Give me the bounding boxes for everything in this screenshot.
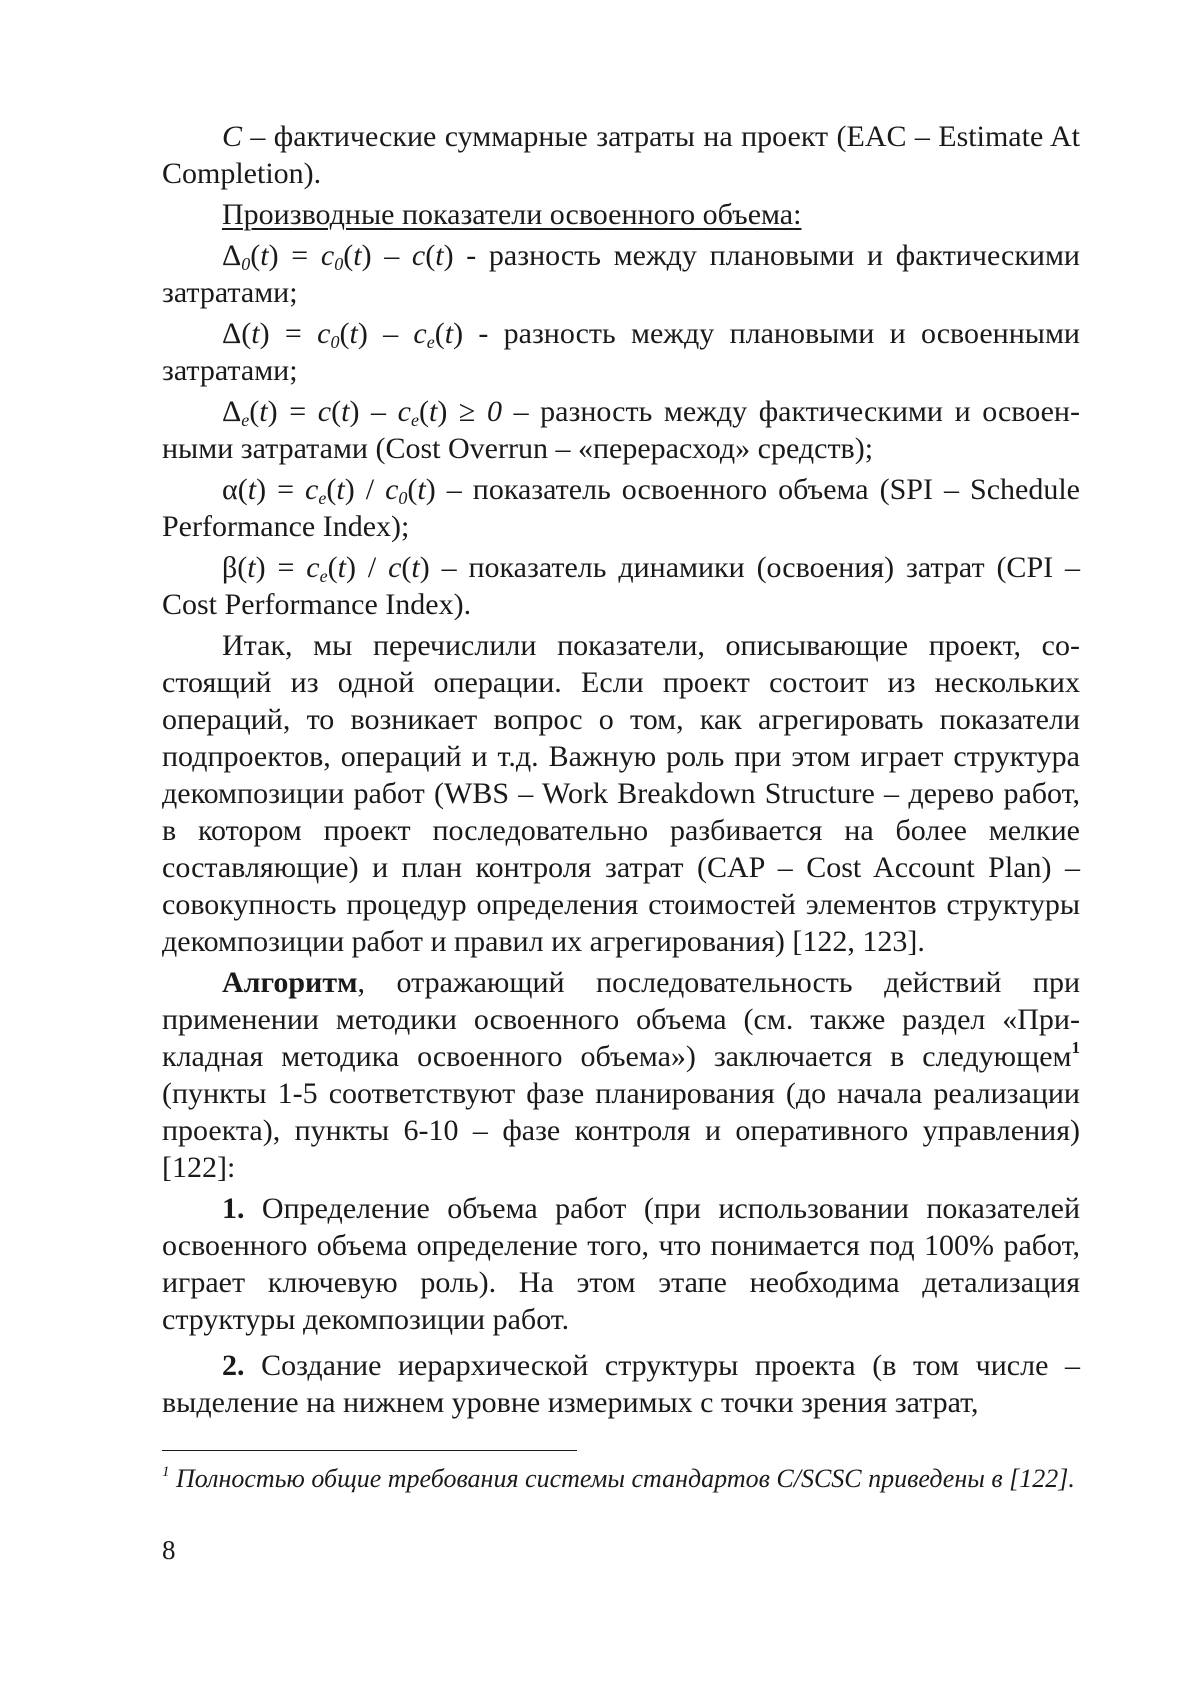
list-item: 2. Создание иерархической структуры проекта (в том числе – выделение на нижнем уровне измеримых с точки зрения затрат, (162, 1349, 1080, 1419)
paragraph-heading (162, 196, 1080, 233)
formula-paragraph: $\beta(t) = c_e(t) / c(t)$ – показатель динамики (освоения) затрат (CPI – Cost Performance Index). (162, 551, 1080, 621)
formula-paragraph: $\Delta_e(t) = c(t) - c_e(t) \ge 0$ – разность между фактическими и освоенными затратами (Cost Overrun – «перерасход» средств); (162, 395, 1080, 465)
footnote-reference[interactable]: 1 (1071, 1038, 1080, 1057)
page-number: 8 (162, 1535, 176, 1565)
formula-paragraph: $\alpha(t) = c_e(t) / c_0(t)$ – показатель освоенного объема (SPI – Schedule Performance Index); (162, 473, 1080, 543)
formula-paragraph: $\Delta_0(t) = c_0(t) - c(t)$ - разность между плановыми и фактическими затратами; (162, 239, 1080, 309)
formula-paragraph: $\Delta(t) = c_0(t) - c_e(t)$ - разность между плановыми и освоенными затратами; (162, 317, 1080, 387)
footnote-text: Полностью общие требования системы стандартов C/SCSC приведены в [122]. (176, 1464, 1075, 1493)
heading-text: Производные показатели освоенного объема: (222, 198, 802, 231)
footnote (162, 1462, 1080, 1496)
paragraph: Итак, мы перечислили показатели, описывающие проект, состоящий из одной операции. Если проект состоит из нескольких операций, то возникает вопрос о том, как агрегировать показатели подпроектов, операций и т.д. Важную роль при этом играет структура декомпозиции работ (WBS – Work Breakdown Structure – дерево работ, в котором проект последовательно разбивается на более мелкие составляющие) и план контроля затрат (CAP – Cost Account Plan) – совокупность процедур определения стоимостей элементов структуры декомпозиции работ и правил их агрегирования) [122, 123]. (162, 629, 1080, 958)
list-item: 1. Определение объема работ (при использовании показателей освоенного объема определение того, что понимается под 100% работ, играет ключевую роль). На этом этапе необходима детализация структуры декомпозиции работ. (162, 1192, 1080, 1336)
footnote-divider (162, 1450, 577, 1451)
paragraph: Алгоритм, отражающий последовательность действий при применении методики освоенного объема (см. также раздел «Прикладная методика освоенного объема») заключается в следующем$^1$ (пункты 1-5 соответствуют фазе планирования (до начала реализации проекта), пункты 6-10 – фазе контроля и оперативного управления) [122]: (162, 966, 1080, 1184)
body-text (162, 118, 1080, 1421)
footnote-marker: 1 (162, 1464, 170, 1480)
paragraph: C – фактические суммарные затраты на проект (EAC – Estimate At Completion). (162, 120, 1080, 190)
